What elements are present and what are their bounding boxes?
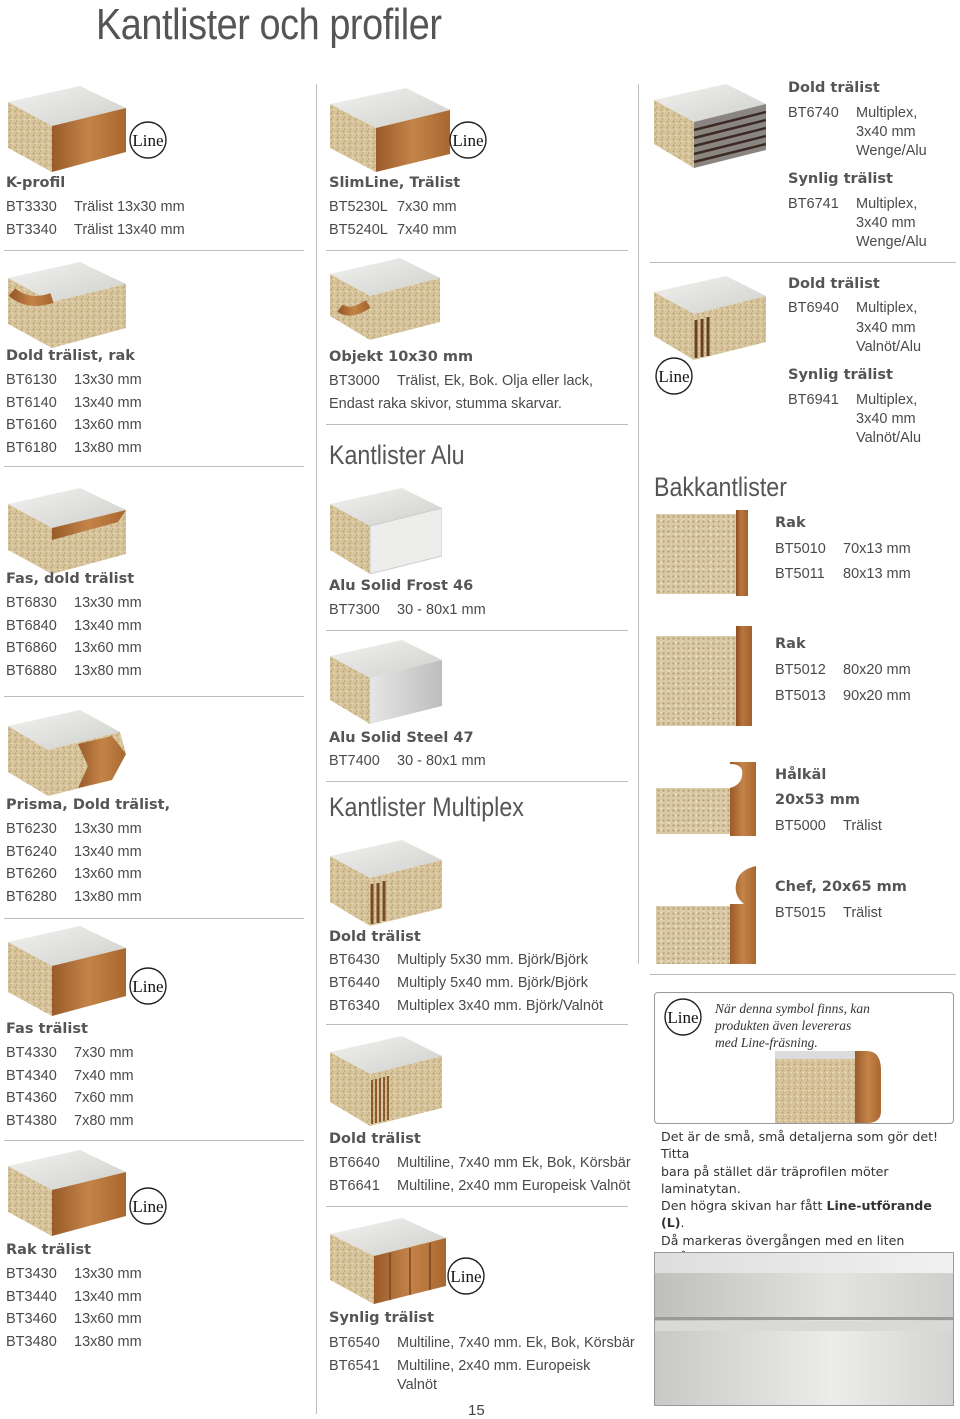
product-row: BT6640 Multiline, 7x40 mm Ek, Bok, Körsbär: [329, 1155, 631, 1171]
board-image: [330, 88, 450, 172]
product-row: BT5011 80x13 mm: [775, 566, 911, 582]
line-logo-icon: [654, 356, 694, 396]
svg-text:Line: Line: [132, 131, 164, 150]
section-heading: Rak: [775, 515, 806, 531]
section-heading: Dold trälist: [788, 80, 880, 96]
svg-text:Line: Line: [658, 367, 690, 386]
product-row: BT6180 13x80 mm: [6, 440, 142, 457]
product-row: Wenge/Alu: [856, 143, 927, 159]
page-number: 15: [468, 1402, 485, 1419]
product-row: BT3330 Trälist 13x30 mm: [6, 199, 185, 215]
section-heading: Dold trälist, rak: [6, 348, 135, 364]
line-logo-icon: [128, 966, 168, 1006]
product-row: BT4330 7x30 mm: [6, 1045, 134, 1061]
product-row: BT6641 Multiline, 2x40 mm Europeisk Valnöt: [329, 1178, 631, 1194]
product-row: BT6840 13x40 mm: [6, 617, 142, 634]
product-row: BT6880 13x80 mm: [6, 663, 142, 680]
product-row: Valnöt: [397, 1377, 438, 1393]
product-row: BT6340 Multiplex 3x40 mm. Björk/Valnöt: [329, 998, 604, 1014]
section-heading: Objekt 10x30 mm: [329, 349, 474, 365]
board-image: [330, 840, 442, 926]
section-heading: Prisma, Dold trälist,: [6, 797, 171, 813]
product-row: BT3440 13x40 mm: [6, 1288, 142, 1305]
section-heading: Alu Solid Steel 47: [329, 730, 474, 746]
board-image: [330, 1218, 446, 1304]
line-logo-icon: [446, 1256, 486, 1296]
board-image: [656, 636, 736, 726]
product-row: BT6230 13x30 mm: [6, 821, 142, 837]
product-row: BT6140 13x40 mm: [6, 394, 142, 411]
section-title: Bakkantlister: [654, 472, 787, 502]
product-row: BT4360 7x60 mm: [6, 1090, 134, 1107]
board-image: [330, 640, 442, 724]
board-image: [8, 926, 126, 1016]
section-title: Kantlister Multiplex: [329, 792, 524, 822]
column-divider: [638, 84, 639, 964]
product-row: Valnöt/Alu: [856, 339, 922, 355]
section-heading: Dold trälist: [329, 1131, 421, 1147]
product-row: 3x40 mm: [856, 320, 916, 336]
product-row: Valnöt/Alu: [856, 430, 922, 446]
section-heading: Fas, dold trälist: [6, 571, 135, 587]
section-heading: Hålkäl: [775, 767, 827, 783]
board-image: [330, 488, 442, 574]
product-row: BT6741 Multiplex,: [788, 196, 918, 212]
product-row: BT6280 13x80 mm: [6, 889, 142, 906]
board-image: [330, 258, 440, 340]
board-image: [8, 86, 126, 172]
product-row: BT5010 70x13 mm: [775, 541, 911, 557]
product-row: BT4340 7x40 mm: [6, 1067, 134, 1084]
line-logo-icon: [663, 997, 703, 1037]
product-row: BT3480 13x80 mm: [6, 1334, 142, 1351]
svg-text:Line: Line: [667, 1008, 699, 1027]
product-row: Endast raka skivor, stumma skarvar.: [329, 396, 562, 412]
board-image: [656, 514, 736, 594]
section-heading: Alu Solid Frost 46: [329, 578, 474, 594]
product-row: BT6540 Multiline, 7x40 mm. Ek, Bok, Körsbär: [329, 1335, 635, 1351]
section-heading: K-profil: [6, 175, 66, 191]
board-image: [8, 488, 126, 574]
board-image: [330, 1036, 442, 1126]
section-heading: Dold trälist: [329, 929, 421, 945]
product-row: BT6160 13x60 mm: [6, 417, 142, 434]
product-row: BT7400 30 - 80x1 mm: [329, 753, 486, 769]
product-row: BT6830 13x30 mm: [6, 595, 142, 611]
board-image: [8, 262, 126, 348]
line-logo-icon: [128, 1186, 168, 1226]
product-row: BT6240 13x40 mm: [6, 843, 142, 860]
product-row: BT6430 Multiply 5x30 mm. Björk/Björk: [329, 952, 588, 968]
product-row: BT5000 Trälist: [775, 818, 882, 834]
section-subheading: 20x53 mm: [775, 792, 860, 808]
product-row: BT6940 Multiplex,: [788, 300, 918, 316]
product-row: BT5230L 7x30 mm: [329, 199, 457, 215]
section-heading: Rak trälist: [6, 1242, 92, 1258]
board-image: [8, 710, 126, 796]
page-title: Kantlister och profiler: [96, 0, 442, 49]
svg-text:Line: Line: [132, 977, 164, 996]
product-row: BT7300 30 - 80x1 mm: [329, 602, 486, 618]
product-row: BT6130 13x30 mm: [6, 372, 142, 388]
line-description: Det är de små, små detaljerna som gör det! Titta bara på stället där träprofilen möter laminatytan. Den högra skivan har fått Line-utförande (L). Då markeras övergången med en liten: [661, 1129, 939, 1248]
product-row: Wenge/Alu: [856, 234, 927, 250]
section-heading: Synlig trälist: [788, 171, 893, 187]
product-row: BT5012 80x20 mm: [775, 662, 911, 678]
product-row: BT5013 90x20 mm: [775, 688, 911, 704]
product-row: BT6541 Multiline, 2x40 mm. Europeisk: [329, 1358, 591, 1374]
section-heading: Synlig trälist: [788, 367, 893, 383]
board-image: [8, 1150, 126, 1236]
section-heading: SlimLine, Trälist: [329, 175, 461, 191]
line-note: När denna symbol finns, kan produkten även levereras med Line-fräsning.: [715, 1001, 870, 1050]
product-row: BT5240L 7x40 mm: [329, 222, 457, 238]
product-row: BT6440 Multiply 5x40 mm. Björk/Björk: [329, 975, 588, 991]
section-heading: Synlig trälist: [329, 1310, 434, 1326]
product-row: BT6740 Multiplex,: [788, 105, 918, 121]
product-row: 3x40 mm: [856, 411, 916, 427]
board-comparison-photo: [654, 1252, 954, 1406]
product-row: 3x40 mm: [856, 124, 916, 140]
svg-text:Line: Line: [452, 131, 484, 150]
product-row: BT3460 13x60 mm: [6, 1311, 142, 1328]
svg-text:Line: Line: [450, 1267, 482, 1286]
product-row: BT3340 Trälist 13x40 mm: [6, 221, 185, 238]
section-title: Kantlister Alu: [329, 440, 465, 470]
product-row: BT3430 13x30 mm: [6, 1266, 142, 1282]
section-heading: Chef, 20x65 mm: [775, 879, 907, 895]
board-image: [654, 84, 766, 168]
column-divider: [316, 84, 317, 1414]
line-logo-icon: [448, 120, 488, 160]
product-row: BT6941 Multiplex,: [788, 392, 918, 408]
svg-text:Line: Line: [132, 1197, 164, 1216]
line-info-box: [654, 992, 954, 1124]
board-image: [775, 1051, 885, 1123]
section-heading: Rak: [775, 636, 806, 652]
board-image: [656, 906, 736, 964]
product-row: 3x40 mm: [856, 215, 916, 231]
section-heading: Dold trälist: [788, 276, 880, 292]
board-image: [656, 788, 736, 834]
product-row: BT6260 13x60 mm: [6, 866, 142, 883]
product-row: BT4380 7x80 mm: [6, 1113, 134, 1130]
product-row: BT5015 Trälist: [775, 905, 882, 921]
product-row: BT6860 13x60 mm: [6, 640, 142, 657]
product-row: BT3000 Trälist, Ek, Bok. Olja eller lack,: [329, 373, 594, 389]
line-logo-icon: [128, 120, 168, 160]
board-image: [654, 276, 766, 360]
section-heading: Fas trälist: [6, 1021, 88, 1037]
